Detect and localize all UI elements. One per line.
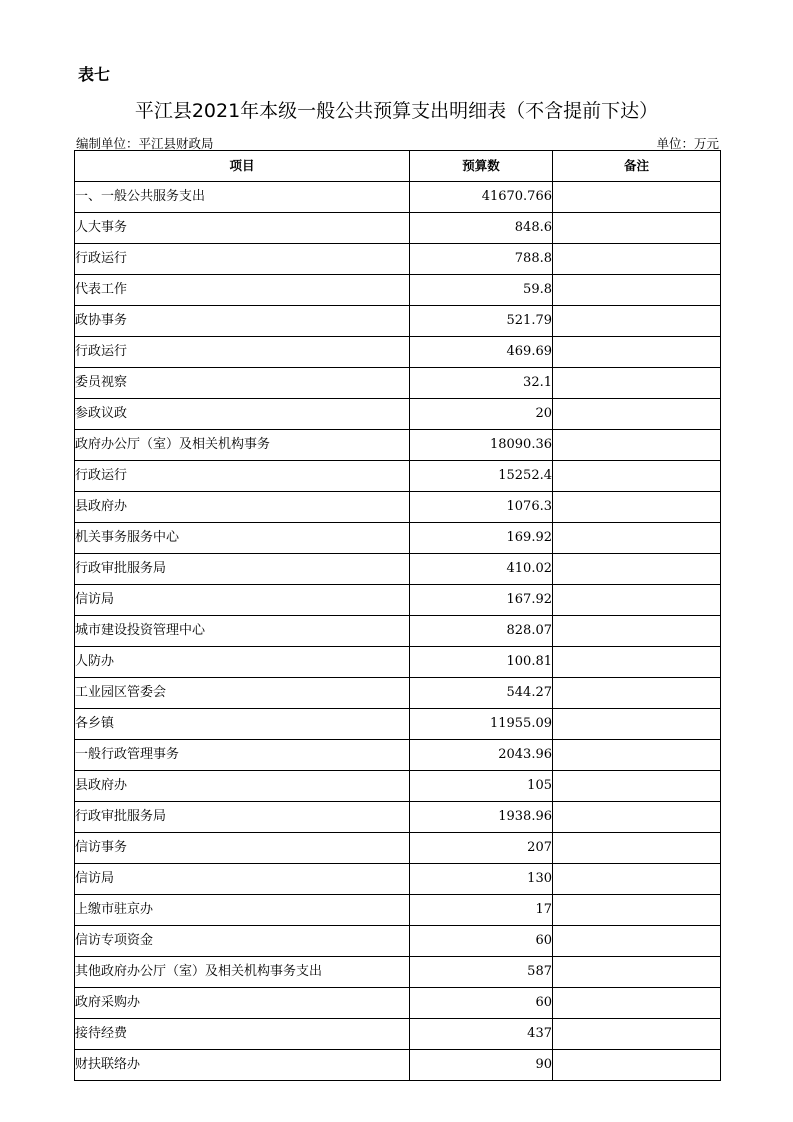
row-item-name: 行政运行: [75, 244, 410, 275]
table-row: [75, 182, 721, 213]
row-item-name: 各乡镇: [75, 709, 410, 740]
row-item-name: 一般行政管理事务: [75, 740, 410, 771]
row-amount: 544.27: [410, 678, 553, 709]
row-remark: [553, 771, 721, 802]
table-row: [75, 740, 721, 771]
row-item-name: 信访专项资金: [75, 926, 410, 957]
row-amount: 410.02: [410, 554, 553, 585]
row-remark: [553, 368, 721, 399]
row-amount: 1076.3: [410, 492, 553, 523]
row-item-name: 机关事务服务中心: [75, 523, 410, 554]
row-amount: 17: [410, 895, 553, 926]
table-row: [75, 306, 721, 337]
row-item-name: 行政审批服务局: [75, 802, 410, 833]
row-remark: [553, 988, 721, 1019]
table-row: [75, 864, 721, 895]
table-row: [75, 988, 721, 1019]
row-amount: 167.92: [410, 585, 553, 616]
row-remark: [553, 213, 721, 244]
table-row: [75, 399, 721, 430]
row-remark: [553, 182, 721, 213]
unit-label: 单位：万元: [656, 136, 719, 151]
table-label: 表七: [78, 65, 111, 84]
table-row: [75, 895, 721, 926]
row-amount: 100.81: [410, 647, 553, 678]
row-amount: 828.07: [410, 616, 553, 647]
row-amount: 15252.4: [410, 461, 553, 492]
row-amount: 60: [410, 926, 553, 957]
table-row: [75, 213, 721, 244]
row-remark: [553, 554, 721, 585]
row-remark: [553, 461, 721, 492]
table-row: [75, 926, 721, 957]
row-amount: 18090.36: [410, 430, 553, 461]
row-item-name: 工业园区管委会: [75, 678, 410, 709]
row-item-name: 行政运行: [75, 337, 410, 368]
table-row: [75, 368, 721, 399]
row-remark: [553, 709, 721, 740]
table-row: [75, 523, 721, 554]
row-remark: [553, 399, 721, 430]
row-item-name: 县政府办: [75, 771, 410, 802]
row-remark: [553, 306, 721, 337]
row-item-name: 一、一般公共服务支出: [75, 182, 410, 213]
table-row: [75, 802, 721, 833]
table-row: [75, 430, 721, 461]
page-title: 平江县2021年本级一般公共预算支出明细表（不含提前下达）: [134, 100, 659, 122]
compiling-unit: 编制单位：平江县财政局: [76, 136, 214, 151]
row-amount: 90: [410, 1050, 553, 1081]
row-item-name: 政府采购办: [75, 988, 410, 1019]
row-amount: 169.92: [410, 523, 553, 554]
budget-table: [74, 150, 721, 1081]
row-item-name: 政协事务: [75, 306, 410, 337]
row-remark: [553, 585, 721, 616]
row-item-name: 信访事务: [75, 833, 410, 864]
table-row: [75, 709, 721, 740]
header-remark: 备注: [553, 151, 721, 182]
row-remark: [553, 957, 721, 988]
meta-row: [74, 134, 719, 150]
row-remark: [553, 337, 721, 368]
table-header-row: [75, 151, 721, 182]
row-amount: 32.1: [410, 368, 553, 399]
row-item-name: 人防办: [75, 647, 410, 678]
row-amount: 207: [410, 833, 553, 864]
row-remark: [553, 244, 721, 275]
row-amount: 105: [410, 771, 553, 802]
row-amount: 848.6: [410, 213, 553, 244]
row-remark: [553, 275, 721, 306]
row-remark: [553, 833, 721, 864]
row-amount: 469.69: [410, 337, 553, 368]
row-remark: [553, 1050, 721, 1081]
table-row: [75, 1019, 721, 1050]
row-item-name: 行政运行: [75, 461, 410, 492]
row-item-name: 信访局: [75, 585, 410, 616]
row-amount: 130: [410, 864, 553, 895]
row-amount: 788.8: [410, 244, 553, 275]
row-item-name: 县政府办: [75, 492, 410, 523]
row-remark: [553, 1019, 721, 1050]
row-amount: 437: [410, 1019, 553, 1050]
header-amount: 预算数: [410, 151, 553, 182]
table-row: [75, 678, 721, 709]
table-row: [75, 244, 721, 275]
row-amount: 20: [410, 399, 553, 430]
table-row: [75, 554, 721, 585]
row-remark: [553, 647, 721, 678]
table-row: [75, 337, 721, 368]
row-remark: [553, 802, 721, 833]
row-remark: [553, 616, 721, 647]
row-remark: [553, 926, 721, 957]
table-row: [75, 647, 721, 678]
table-row: [75, 1050, 721, 1081]
row-amount: 11955.09: [410, 709, 553, 740]
row-amount: 59.8: [410, 275, 553, 306]
table-row: [75, 585, 721, 616]
row-item-name: 城市建设投资管理中心: [75, 616, 410, 647]
table-row: [75, 616, 721, 647]
row-item-name: 其他政府办公厅（室）及相关机构事务支出: [75, 957, 410, 988]
row-amount: 2043.96: [410, 740, 553, 771]
row-item-name: 委员视察: [75, 368, 410, 399]
table-row: [75, 461, 721, 492]
row-amount: 521.79: [410, 306, 553, 337]
row-amount: 1938.96: [410, 802, 553, 833]
row-item-name: 政府办公厅（室）及相关机构事务: [75, 430, 410, 461]
table-row: [75, 275, 721, 306]
header-item: 项目: [75, 151, 410, 182]
row-item-name: 代表工作: [75, 275, 410, 306]
table-row: [75, 833, 721, 864]
row-item-name: 信访局: [75, 864, 410, 895]
row-item-name: 参政议政: [75, 399, 410, 430]
row-amount: 60: [410, 988, 553, 1019]
row-remark: [553, 523, 721, 554]
row-remark: [553, 430, 721, 461]
row-item-name: 接待经费: [75, 1019, 410, 1050]
row-amount: 587: [410, 957, 553, 988]
row-item-name: 行政审批服务局: [75, 554, 410, 585]
row-item-name: 财扶联络办: [75, 1050, 410, 1081]
row-item-name: 人大事务: [75, 213, 410, 244]
row-remark: [553, 740, 721, 771]
row-amount: 41670.766: [410, 182, 553, 213]
row-remark: [553, 492, 721, 523]
table-row: [75, 771, 721, 802]
row-item-name: 上缴市驻京办: [75, 895, 410, 926]
table-row: [75, 957, 721, 988]
table-row: [75, 492, 721, 523]
row-remark: [553, 864, 721, 895]
row-remark: [553, 678, 721, 709]
row-remark: [553, 895, 721, 926]
